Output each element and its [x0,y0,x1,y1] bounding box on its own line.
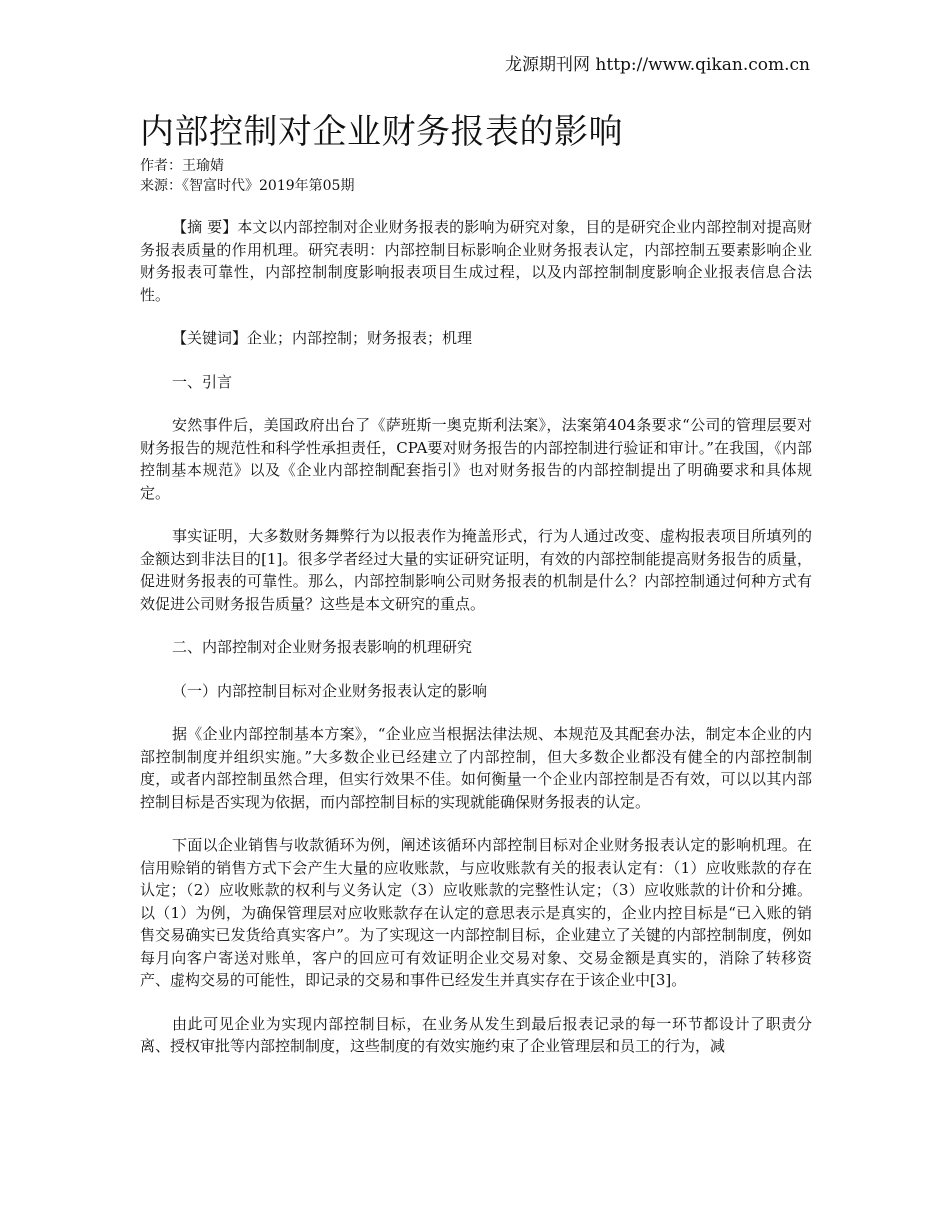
source-line: 来源：《智富时代》2019年第05期 [140,178,355,194]
body-paragraph: 事实证明，大多数财务舞弊行为以报表作为掩盖形式，行为人通过改变、虚构报表项目所填列的金额达到非法目的[1]。很多学者经过大量的实证研究证明，有效的内部控制能提高财务报告的质量，促进财务报表的可靠性。那么，内部控制影响公司财务报表的机制是什么？内部控制通过何种方式有效促进公司财务报告质量？这些是本文研究的重点。 [140,527,812,613]
abstract-paragraph: 【摘 要】本文以内部控制对企业财务报表的影响为研究对象，目的是研究企业内部控制对提高财务报表质量的作用机理。研究表明：内部控制目标影响企业财务报表认定，内部控制五要素影响企业财务报表可靠性，内部控制制度影响报表项目生成过程，以及内部控制制度影响企业报表信息合法性。 [140,218,812,304]
site-name: 龙源期刊网 [505,55,591,75]
page-header [505,54,810,76]
section-heading-mechanism: 二、内部控制对企业财务报表影响的机理研究 [172,638,473,656]
section-heading-intro: 一、引言 [172,372,233,391]
keywords-paragraph: 【关键词】企业；内部控制；财务报表；机理 [172,329,473,347]
article-title: 内部控制对企业财务报表的影响 [140,112,623,152]
site-url: http://www.qikan.com.cn [595,55,810,75]
article [140,110,812,1058]
author-line: 作者：王瑜婧 [140,158,224,174]
subsection-heading-objectives: （一）内部控制目标对企业财务报表认定的影响 [172,681,488,700]
article-meta [140,156,812,196]
body-paragraph: 安然事件后，美国政府出台了《萨班斯一奥克斯利法案》，法案第404条要求“公司的管理层要对财务报告的规范性和科学性承担责任，CPA要对财务报告的内部控制进行验证和审计。”在我国，《内部控制基本规范》以及《企业内部控制配套指引》也对财务报告的内部控制提出了明确要求和具体规定。 [140,416,812,502]
body-paragraph: 据《企业内部控制基本方案》，“企业应当根据法律法规、本规范及其配套办法，制定本企业的内部控制制度并组织实施。”大多数企业已经建立了内部控制，但大多数企业都没有健全的内部控制制度，或者内部控制虽然合理，但实行效果不佳。如何衡量一个企业内部控制是否有效，可以以其内部控制目标是否实现为依据，而内部控制目标的实现就能确保财务报表的认定。 [140,725,812,811]
body-paragraph: 下面以企业销售与收款循环为例，阐述该循环内部控制目标对企业财务报表认定的影响机理。在信用赊销的销售方式下会产生大量的应收账款，与应收账款有关的报表认定有：（1）应收账款的存在认定；（2）应收账款的权利与义务认定（3）应收账款的完整性认定；（3）应收账款的计价和分摊。以（1）为例，为确保管理层对应收账款存在认定的意思表示是真实的，企业内控目标是“已入账的销售交易确实已发货给真实客户”。为了实现这一内部控制目标，企业建立了关键的内部控制制度，例如每月向客户寄送对账单，客户的回应可有效证明企业交易对象、交易金额是真实的，消除了转移资产、虚构交易的可能性，即记录的交易和事件已经发生并真实存在于该企业中[3]。 [140,836,812,989]
body-paragraph: 由此可见企业为实现内部控制目标，在业务从发生到最后报表记录的每一环节都设计了职责分离、授权审批等内部控制制度，这些制度的有效实施约束了企业管理层和员工的行为，减 [140,1014,812,1055]
